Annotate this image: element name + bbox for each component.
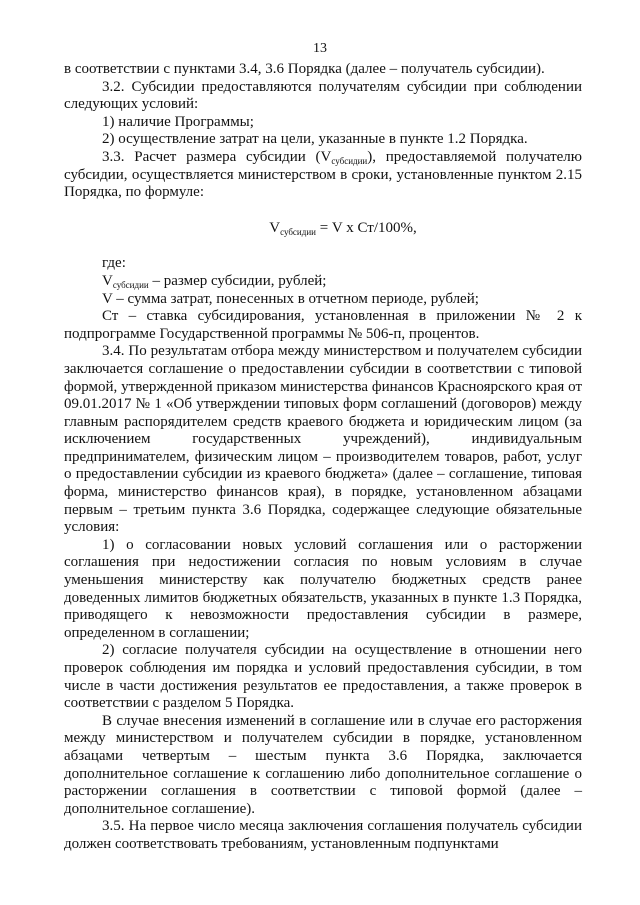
page-number: 13 [313, 41, 327, 56]
definition-subscript: субсидии [112, 279, 149, 290]
paragraph-3-5: 3.5. На первое число месяца заключения соглашения получатель субсидии должен соответствовать требованиям, установленным подпунктами [64, 818, 582, 852]
definition-v-subsidy-text: – размер субсидии, рублей; [148, 272, 327, 289]
condition-1: 1) наличие Программы; [102, 113, 254, 130]
definition-v: V – сумма затрат, понесенных в отчетном периоде, рублей; [102, 290, 479, 307]
formula-v: V [269, 219, 281, 236]
definition-v-subsidy [64, 273, 582, 291]
document-body [64, 61, 582, 854]
formula-rest: = V x Ст/100%, [315, 219, 417, 236]
paragraph-3-3-start: 3.3. Расчет размера субсидии (V [102, 148, 332, 165]
formula [64, 220, 582, 238]
mandatory-condition-1: 1) о согласовании новых условий соглашения или о расторжении соглашения при недостижении согласия по новым условиям в случае уменьшения министерству как получателю бюджетных средств ранее доведенных лимитов бюджетных обязательств, указанных в пункте 1.3 Порядка, приводящего к невозможности предоставления субсидии в размере, определенном в соглашении; [64, 536, 582, 641]
subscript-subsidy: субсидии [331, 155, 368, 166]
paragraph-3-4: 3.4. По результатам отбора между министерством и получателем субсидии заключается соглашение о предоставлении субсидии в соответствии с типовой формой, утвержденной приказом министерства финансов Красноярского края от 09.01.2017 № 1 «Об утверждении типовых форм соглашений (договоров) между главным распорядителем средств краевого бюджета и юридическим лицом (за исключением государственных учреждений), индивидуальным предпринимателем, физическим лицом – производителем товаров, работ, услуг о предоставлении субсидии из краевого бюджета» (далее – соглашение, типовая форма, министерство финансов края), в порядке, установленном абзацами первым – третьим пункта 3.6 Порядка, содержащее следующие обязательные условия: [64, 343, 582, 536]
definition-rate: Ст – ставка субсидирования, установленная в приложении № 2 к подпрограмме Государственной программы № 506-п, процентов. [64, 308, 582, 342]
paragraph-3-3 [64, 149, 582, 202]
mandatory-condition-2: 2) согласие получателя субсидии на осуществление в отношении него проверок соблюдения им порядка и условий предоставления субсидии, в том числе в части достижения результатов ее предоставления, а также проверок в соответствии с разделом 5 Порядка. [64, 642, 582, 712]
where-label: где: [102, 255, 126, 272]
paragraph-3-3-end: ), предоставляемой получателю субсидии, осуществляется министерством в сроки, установленные пунктом 2.15 Порядка, по формуле: [64, 148, 582, 201]
formula-subscript: субсидии [280, 226, 316, 237]
definition-v: V [102, 272, 113, 289]
paragraph-continuation: в соответствии с пунктами 3.4, 3.6 Порядка (далее – получатель субсидии). [64, 61, 545, 77]
paragraph-3-2: 3.2. Субсидии предоставляются получателям субсидии при соблюдении следующих условий: [64, 78, 582, 113]
paragraph-changes: В случае внесения изменений в соглашение или в случае его расторжения между министерством и получателем субсидии в порядке, установленном абзацами четвертым – шестым пункта 3.6 Порядка, заключается дополнительное соглашение к соглашению либо дополнительное соглашение о расторжении соглашения в соответствии с типовой формой (далее – дополнительное соглашение). [64, 712, 582, 817]
condition-2: 2) осуществление затрат на цели, указанные в пункте 1.2 Порядка. [102, 131, 528, 148]
